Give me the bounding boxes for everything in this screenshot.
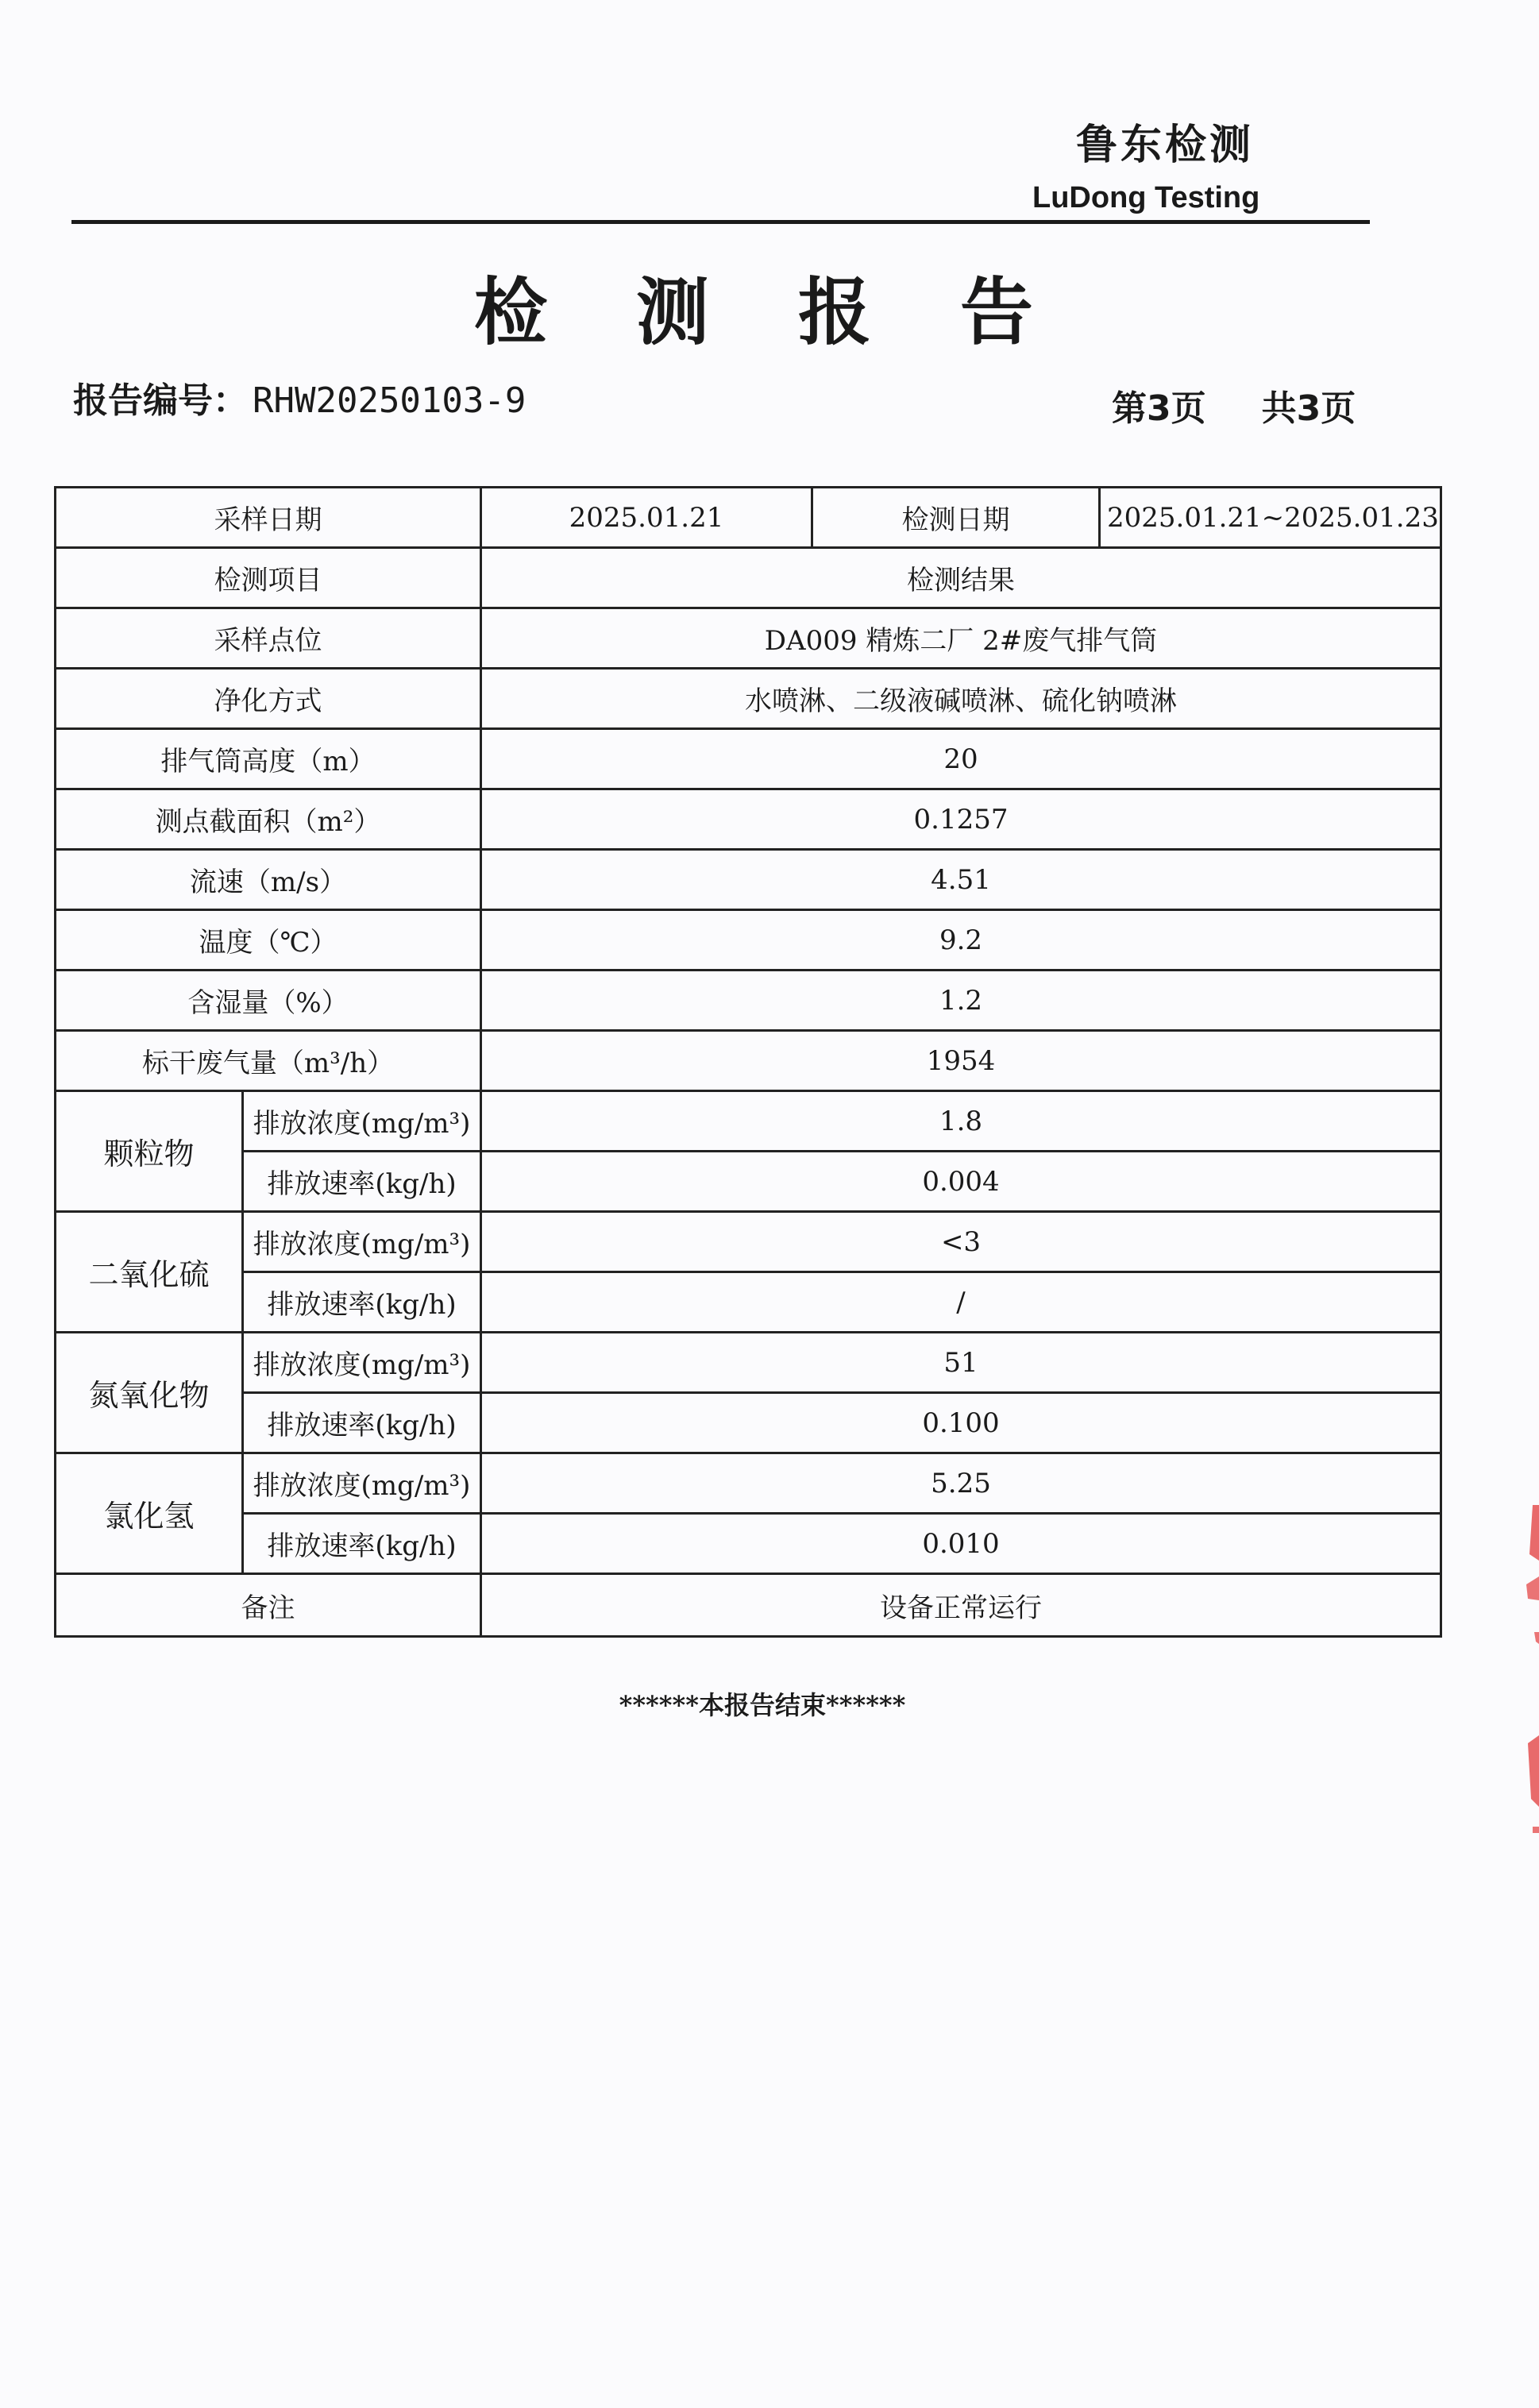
rate-label: 排放速率(kg/h) (243, 1152, 481, 1212)
sampling-date-label: 采样日期 (56, 488, 481, 548)
page-title: 检 测 报 告 (473, 270, 1066, 355)
conc-value: 51 (481, 1333, 1441, 1393)
row-label: 净化方式 (56, 669, 481, 729)
row-value: 水喷淋、二级液碱喷淋、硫化钠喷淋 (481, 669, 1441, 729)
table-row (56, 789, 1441, 850)
table-row (56, 1453, 1441, 1514)
row-label: 测点截面积（m²） (56, 789, 481, 850)
results-table (54, 486, 1442, 1638)
pollutant-name: 氮氧化物 (56, 1333, 243, 1453)
sampling-date-value: 2025.01.21 (481, 488, 812, 548)
table-row (56, 1574, 1441, 1637)
report-end-mark: ******本报告结束****** (619, 1690, 906, 1720)
test-date-label: 检测日期 (812, 488, 1100, 548)
conc-label: 排放浓度(mg/m³) (243, 1333, 481, 1393)
pollutant-name: 氯化氢 (56, 1453, 243, 1574)
table-row (56, 1393, 1441, 1453)
table-row (56, 608, 1441, 669)
rate-value: 0.010 (481, 1514, 1441, 1574)
table-row (56, 1272, 1441, 1333)
table-row (56, 1514, 1441, 1574)
table-row (56, 729, 1441, 789)
table-row (56, 1091, 1441, 1152)
row-label: 温度（℃） (56, 910, 481, 971)
pollutant-name: 二氧化硫 (56, 1212, 243, 1333)
table-row (56, 548, 1441, 608)
page-info (1112, 380, 1356, 430)
row-value: 4.51 (481, 850, 1441, 910)
table-row (56, 850, 1441, 910)
test-date-value: 2025.01.21~2025.01.23 (1100, 488, 1441, 548)
row-value: 1954 (481, 1031, 1441, 1091)
brand-name-cn: 鲁东检测 (1076, 122, 1255, 169)
item-header: 检测项目 (56, 548, 481, 608)
table-row (56, 1333, 1441, 1393)
report-number-label: 报告编号： (73, 380, 248, 421)
row-label: 标干废气量（m³/h） (56, 1031, 481, 1091)
rate-label: 排放速率(kg/h) (243, 1272, 481, 1333)
table-row (56, 971, 1441, 1031)
red-seal-fragment (1518, 1505, 1539, 1839)
table-row (56, 910, 1441, 971)
remark-label: 备注 (56, 1574, 481, 1637)
row-label: 采样点位 (56, 608, 481, 669)
rate-value: 0.100 (481, 1393, 1441, 1453)
table-row (56, 1212, 1441, 1272)
remark-value: 设备正常运行 (481, 1574, 1441, 1637)
page-current: 第3页 (1112, 388, 1206, 429)
result-header: 检测结果 (481, 548, 1441, 608)
conc-label: 排放浓度(mg/m³) (243, 1212, 481, 1272)
rate-value: / (481, 1272, 1441, 1333)
row-value: 1.2 (481, 971, 1441, 1031)
conc-value: 5.25 (481, 1453, 1441, 1514)
conc-value: 1.8 (481, 1091, 1441, 1152)
rate-label: 排放速率(kg/h) (243, 1514, 481, 1574)
row-value: 9.2 (481, 910, 1441, 971)
row-label: 流速（m/s） (56, 850, 481, 910)
conc-label: 排放浓度(mg/m³) (243, 1453, 481, 1514)
header-divider (71, 220, 1370, 224)
conc-value: <3 (481, 1212, 1441, 1272)
conc-label: 排放浓度(mg/m³) (243, 1091, 481, 1152)
row-value: DA009 精炼二厂 2#废气排气筒 (481, 608, 1441, 669)
rate-label: 排放速率(kg/h) (243, 1393, 481, 1453)
table-row (56, 1031, 1441, 1091)
table-row (56, 669, 1441, 729)
brand-name-en: LuDong Testing (1032, 181, 1260, 214)
row-value: 0.1257 (481, 789, 1441, 850)
report-number-value: RHW20250103-9 (253, 380, 526, 421)
table-row (56, 1152, 1441, 1212)
page-total: 共3页 (1261, 388, 1356, 429)
row-value: 20 (481, 729, 1441, 789)
pollutant-name: 颗粒物 (56, 1091, 243, 1212)
row-label: 含湿量（%） (56, 971, 481, 1031)
row-label: 排气筒高度（m） (56, 729, 481, 789)
rate-value: 0.004 (481, 1152, 1441, 1212)
table-row (56, 488, 1441, 548)
report-number (73, 372, 526, 423)
